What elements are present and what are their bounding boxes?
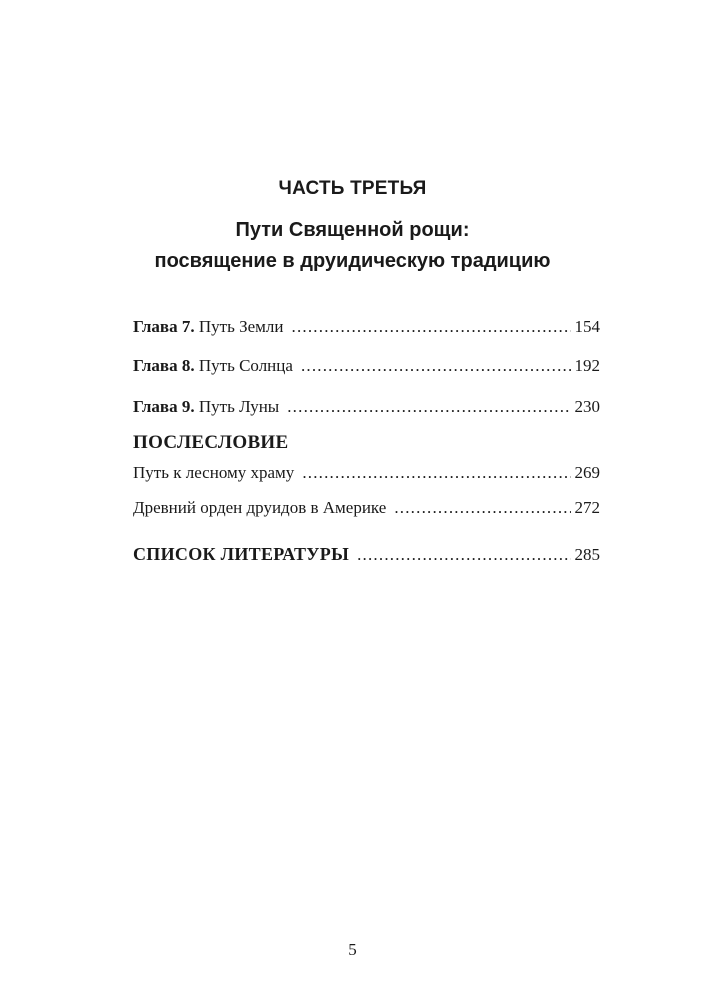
page-number: 285 — [574, 545, 600, 564]
toc-entry-label — [133, 316, 284, 338]
chapter-title: Путь Солнца — [198, 356, 293, 375]
dot-leader — [357, 544, 570, 566]
dot-leader — [394, 497, 570, 519]
toc-entry-druid-order[interactable] — [133, 497, 600, 519]
part-label: ЧАСТЬ ТРЕТЬЯ — [278, 178, 427, 199]
dot-leader — [287, 396, 570, 418]
toc-entry-chapter-7[interactable] — [133, 316, 600, 338]
toc-entry-title: Древний орден друидов в Америке — [133, 498, 387, 517]
toc-entry-forest-temple[interactable] — [133, 462, 600, 484]
page-number: 272 — [574, 498, 600, 517]
toc-entry-chapter-9[interactable] — [133, 396, 600, 418]
toc-entry-chapter-8[interactable] — [133, 355, 600, 377]
page-number: 230 — [574, 397, 600, 416]
page-folio: 5 — [348, 940, 357, 959]
chapter-title: Путь Земли — [198, 317, 284, 336]
toc-entry-bibliography[interactable] — [133, 543, 600, 566]
page-number: 154 — [574, 317, 600, 336]
dot-leader — [292, 316, 571, 338]
toc-entry-title: СПИСОК ЛИТЕРАТУРЫ — [133, 544, 350, 564]
chapter-prefix: Глава 9. — [133, 397, 195, 416]
afterword-heading[interactable]: ПОСЛЕСЛОВИЕ — [133, 432, 289, 453]
chapter-prefix: Глава 7. — [133, 317, 195, 336]
dot-leader — [302, 462, 570, 484]
toc-entry-label — [133, 396, 279, 418]
page-number: 192 — [574, 356, 600, 375]
part-title-line-2: посвящение в друидическую традицию — [154, 250, 551, 272]
toc-entry-title: Путь к лесному храму — [133, 463, 295, 482]
dot-leader — [301, 355, 571, 377]
toc-entry-label — [133, 355, 293, 377]
part-title-line-1: Пути Священной рощи: — [235, 219, 470, 241]
chapter-title: Путь Луны — [198, 397, 280, 416]
page-number: 269 — [574, 463, 600, 482]
chapter-prefix: Глава 8. — [133, 356, 195, 375]
